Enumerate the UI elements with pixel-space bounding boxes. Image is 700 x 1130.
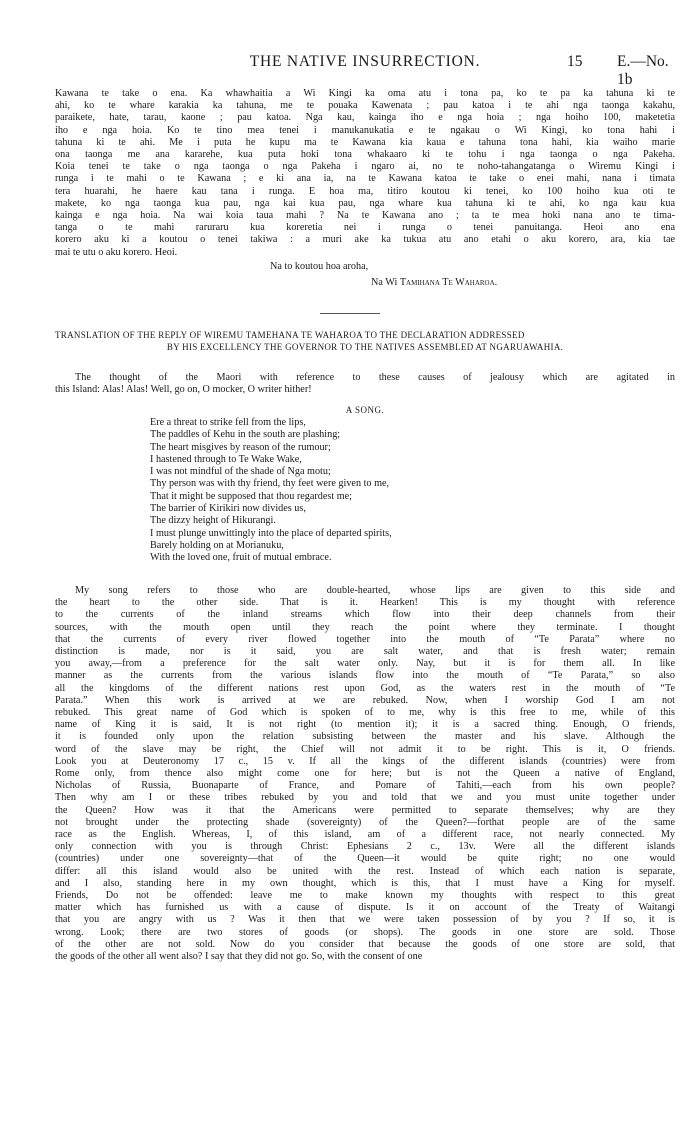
text-line: that the currents of every river flowed together into the mouth of “Te Parata” where no bbox=[55, 633, 675, 645]
closing-salutation: Na to koutou hoa aroha, bbox=[270, 261, 369, 272]
text-line: it is founded only upon the relation subsisting between the master and his slave. Although the bbox=[55, 731, 675, 743]
text-line: all the kingdoms of the different nations rest upon God, as the waters rest in the mouth of “Te bbox=[55, 682, 675, 694]
text-line: Nicholas of Russia, Buonaparte of France, and Pomare of Tahiti,—each from his own people? bbox=[55, 780, 675, 792]
text-line: kainga e nga hoia. Na wai koia taua mahi ? Na te Kawana ano ; ta te mea hoki nana ano te tima- bbox=[55, 210, 675, 222]
text-line: paraikete, hate, tarau, kaone ; pau katoa. Nga kau, kainga iho e nga hoia ; nga hoiho 100, maketetia bbox=[55, 112, 675, 124]
signature-name: Tamihana Te Waharoa. bbox=[399, 277, 498, 288]
text-line: wrong. Look; there are two stores of goods (or shops). The goods in one store are sold. Those bbox=[55, 926, 675, 938]
text-line: Then why am I or these tribes rebuked by you and told that we and you must unite together under bbox=[55, 792, 675, 804]
translation-heading-line: TRANSLATION OF THE REPLY OF WIREMU TAMEHANA TE WAHAROA TO THE DECLARATION ADDRESSED bbox=[55, 330, 525, 340]
text-line: race as the English. Whereas, I, of this island, am of a different race, not nearly connected. My bbox=[55, 829, 675, 841]
text-line: Kawana te take o ena. Ka whawhaitia a Wi Kingi ka oma atu i tona pa, ko te pa ka tahuna ki te bbox=[55, 88, 675, 99]
song-line: The paddles of Kehu in the south are plashing; bbox=[150, 429, 341, 441]
text-line: The thought of the Maori with reference to these causes of jealousy which are agitated in bbox=[75, 372, 675, 383]
body-paragraph bbox=[55, 585, 675, 963]
song-line: I was not mindful of the shade of Nga motu; bbox=[150, 466, 331, 478]
text-line: makete, ko nga taonga kua pau, nga kai kua pau, nga whare kua tahuna ki te ahi, ko nga kau kua bbox=[55, 197, 675, 209]
section-divider bbox=[320, 313, 380, 314]
text-line: tahuna ki te ahi. Me i puta he kupu ma te Kawana kia kaua e tahuna tona hahi, kia waiho marie bbox=[55, 136, 675, 148]
document-reference: E.—No. 1b bbox=[617, 53, 669, 88]
text-line: you away,—from a preference for the salt water only. Nay, but it is for them all. In like bbox=[55, 658, 675, 670]
maori-text-paragraph bbox=[55, 88, 675, 259]
text-line: matter which has furnished us with a cause of dispute. Is it on account of the Treaty of Waitangi bbox=[55, 902, 675, 914]
song-line: I must plunge unwittingly into the place of departed spirits, bbox=[150, 527, 392, 539]
text-line: of the other are not sold. Now do you consider that because the goods of one store are sold, that bbox=[55, 938, 675, 950]
text-line: Rome only, from thence also might come one for here; but is not the Queen a native of England, bbox=[55, 768, 675, 780]
text-line: Look you at Deuteronomy 17 c., 15 v. If all the kings of the different islands (countries) were from bbox=[55, 755, 675, 767]
song-line: That it might be supposed that thou regardest me; bbox=[150, 490, 353, 502]
running-title: THE NATIVE INSURRECTION. bbox=[249, 53, 481, 70]
text-line: only connection with you is through Christ: Ephesians 2 c., 13v. Were all the different islands bbox=[55, 841, 675, 853]
intro-paragraph bbox=[55, 372, 675, 396]
text-line: (countries) under one sovereignty—that of the Queen—it would be quite right; no one would bbox=[55, 853, 675, 865]
text-line: korero aku ki a koutou o tenei takiwa : a muri ake ka tukua atu ano etahi o aku korero, ara, kia tae bbox=[55, 234, 675, 246]
song-line: The barrier of Kirikiri now divides us, bbox=[150, 503, 306, 515]
song-line: With the loved one, fruit of mutual embrace. bbox=[150, 552, 332, 564]
signature bbox=[371, 277, 497, 288]
text-line: tanga o te mahi raruraru kua koreretia nei i runga o tenei panuitanga. Heoi ano ena bbox=[55, 222, 675, 234]
text-line: and I also, standing here in my own thought, which is this, that I must have a King for myself. bbox=[55, 877, 675, 889]
text-line: mai te utu o aku korero. Heoi. bbox=[55, 246, 178, 258]
text-line: manner as the currents from the various islands flow into the mouth of “Te Parata,” so also bbox=[55, 670, 675, 682]
page-header bbox=[55, 53, 675, 88]
text-line: ahi, ko te whare karakia ka tahuna, me te pouaka Kawenata ; pau katoa i te ahi nga taonga kakahu, bbox=[55, 100, 675, 112]
text-line: tera huarahi, he haere kau tana i runga. E hoa ma, titiro koutou ki tenei, ko 100 hoiho kua oti te bbox=[55, 185, 675, 197]
song-line: The heart misgives by reason of the rumour; bbox=[150, 441, 331, 453]
text-line: distinction is made, nor is it said, you are salt water, and that is fresh water; remain bbox=[55, 646, 675, 658]
text-line: iho e nga hoia. Ko te tino mea tenei i manukanukatia e te ngakau o Wi Kingi, ko tona hahi i bbox=[55, 124, 675, 136]
page-number: 15 bbox=[567, 53, 583, 70]
song-line: The dizzy height of Hikurangi. bbox=[150, 515, 276, 527]
text-line: word of the slave may be right, the Chief will not admit it to be right. This is it, O friends. bbox=[55, 743, 675, 755]
text-line: this Island: Alas! Alas! Well, go on, O mocker, O writer hither! bbox=[55, 384, 312, 396]
text-line: Koia tenei te take o nga taonga o nga Pakeha i ngaro ai, no te noho-tahangatanga o Wiremu Kingi i bbox=[55, 161, 675, 173]
text-line: My song refers to those who are double-hearted, whose lips are given to this side and bbox=[75, 585, 675, 596]
song-line: Barely holding on at Morianuku, bbox=[150, 539, 284, 551]
translation-heading-line: BY HIS EXCELLENCY THE GOVERNOR TO THE NATIVES ASSEMBLED AT NGARUAWAHIA. bbox=[166, 342, 564, 352]
text-line: that you are angry with us ? Was it then that we were taken possession of by you ? If so, it is bbox=[55, 914, 675, 926]
text-line: Friends, Do not be offended: leave me to make known my thoughts with respect to this great bbox=[55, 890, 675, 902]
signature-prefix: Na Wi bbox=[371, 277, 398, 288]
text-line: ona taonga me ana kararehe, kua puta hoki tona whakaaro ki te tohu i nga taonga o nga Pakeha. bbox=[55, 149, 675, 161]
text-line: Parata.” When this work is arrived at we are rebuked. Now, when I worship God I am not bbox=[55, 694, 675, 706]
text-line: the goods of the other all went also? I say that they did not go. So, with the consent of one bbox=[55, 951, 423, 963]
song-verse bbox=[150, 417, 650, 565]
song-title: A SONG. bbox=[345, 405, 385, 415]
text-line: to the currents of the inland streams which flow into their deep channels from their bbox=[55, 609, 675, 621]
text-line: differ: all this island would also be united with the rest. Instead of which each nation is separate, bbox=[55, 865, 675, 877]
text-line: the heart to the other side. That is it. Hearken! This is my thought with reference bbox=[55, 597, 675, 609]
text-line: rebuked. This great name of God which is spoken of to me, why is this free to me, while of this bbox=[55, 707, 675, 719]
song-line: Ere a threat to strike fell from the lips, bbox=[150, 417, 306, 428]
text-line: the Queen? How was it that the Americans were permitted to separate themselves; why are they bbox=[55, 804, 675, 816]
text-line: name of King it is said, It is not right (to mention it); it is a sacred thing. Enough, O friends, bbox=[55, 719, 675, 731]
translation-heading bbox=[55, 329, 675, 353]
song-line: I hastened through to Te Wake Wake, bbox=[150, 453, 302, 465]
text-line: not brought under the protecting shade (sovereignty) of the Queen?—forthat people are of the same bbox=[55, 816, 675, 828]
text-line: runga i te mahi o te Kawana ; e ki ana ia, na te Kawana katoa te take o enei mahi, nana i timata bbox=[55, 173, 675, 185]
song-line: Thy person was with thy friend, thy feet were given to me, bbox=[150, 478, 390, 490]
text-line: sources, with the mouth open until they reach the point where they terminate. I thought bbox=[55, 621, 675, 633]
